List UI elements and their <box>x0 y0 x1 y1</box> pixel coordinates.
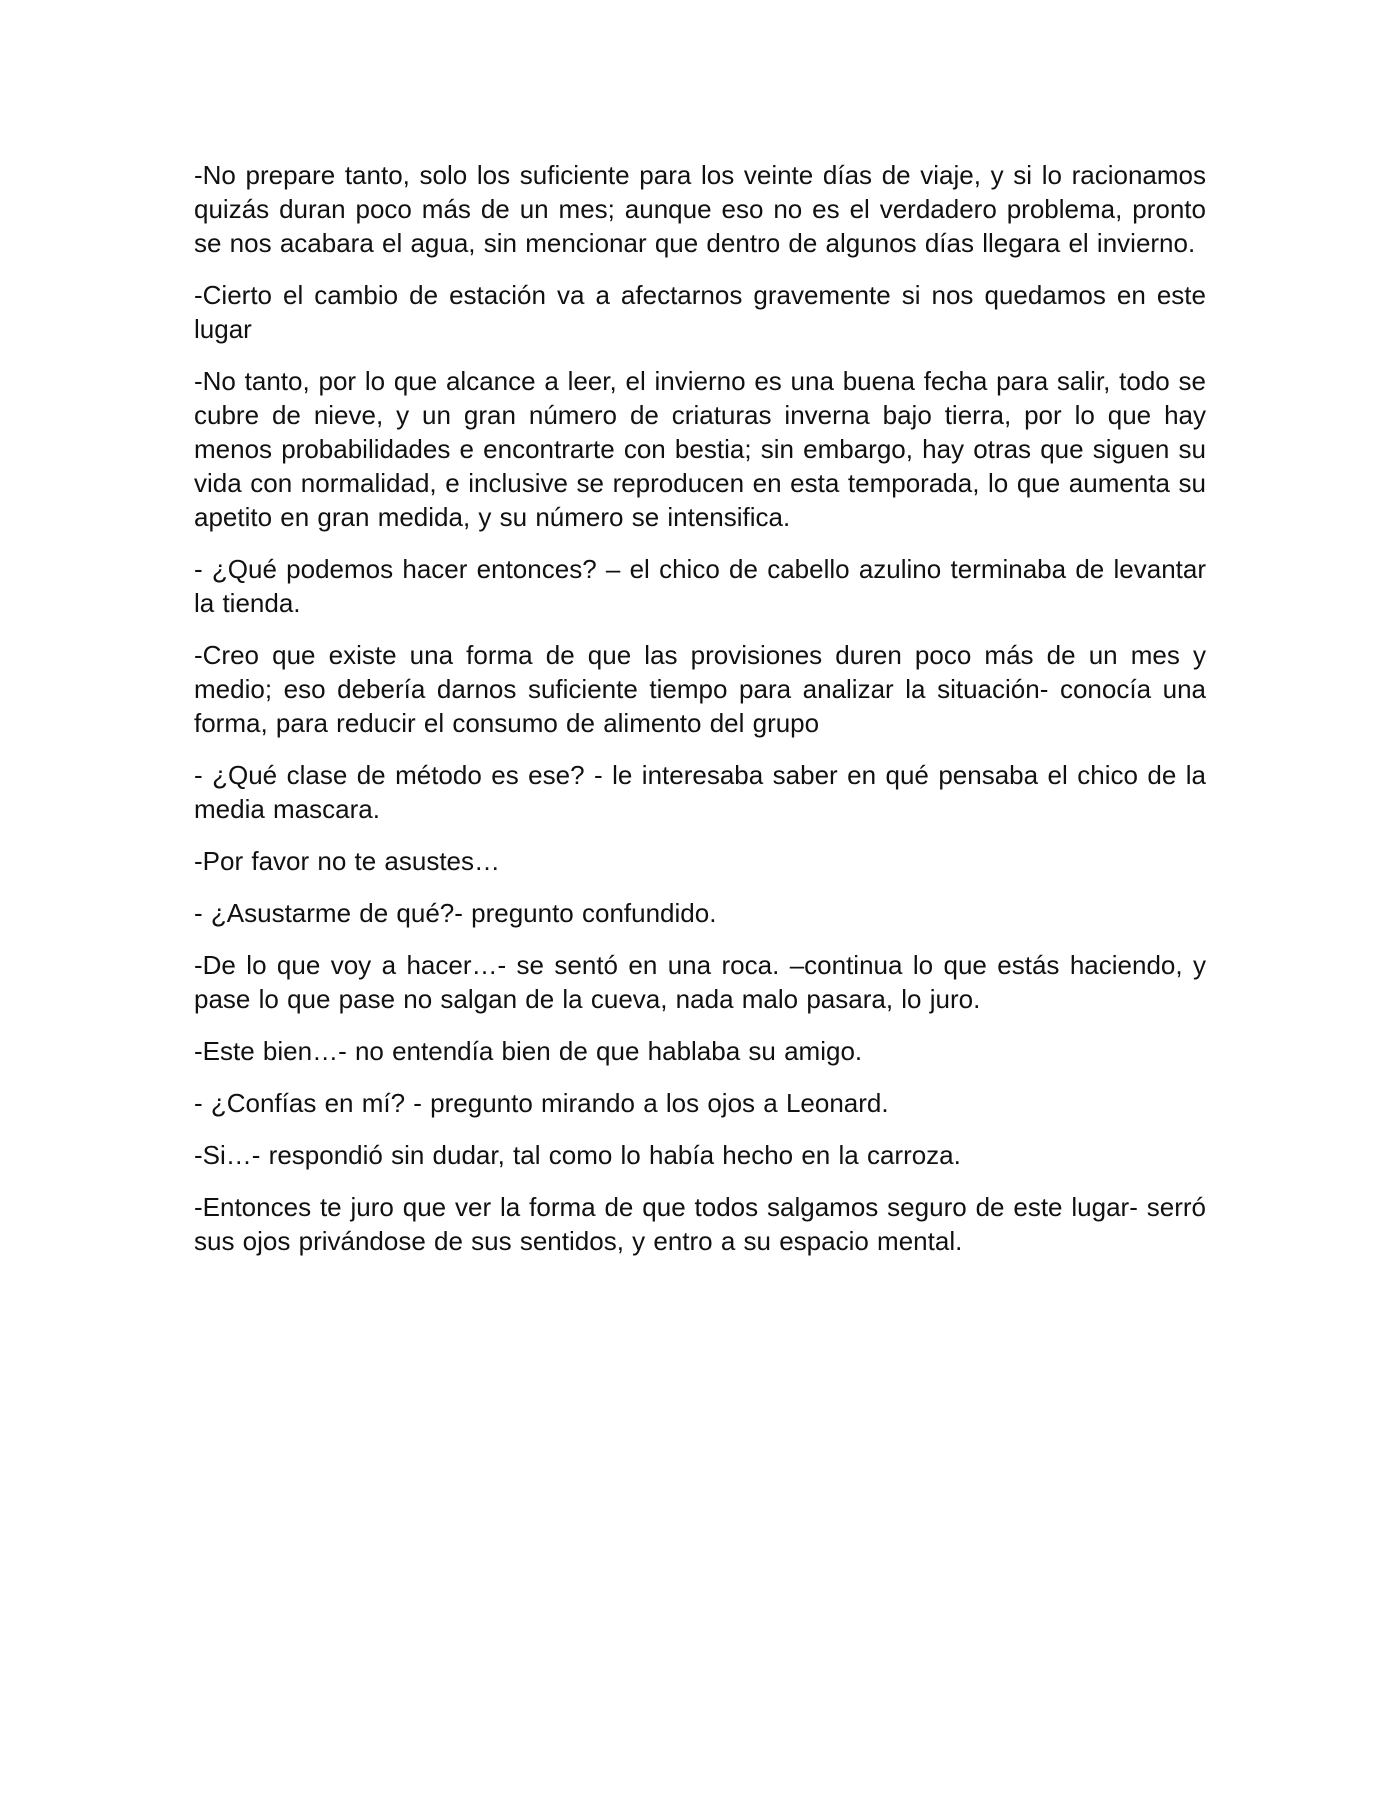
paragraph: - ¿Qué podemos hacer entonces? – el chico de cabello azulino terminaba de levantar la tienda. <box>194 554 1206 618</box>
paragraph: - ¿Asustarme de qué?- pregunto confundido. <box>194 898 717 928</box>
document-body <box>194 158 1206 1276</box>
paragraph: -Si…- respondió sin dudar, tal como lo había hecho en la carroza. <box>194 1140 961 1170</box>
paragraph: -Cierto el cambio de estación va a afectarnos gravemente si nos quedamos en este lugar <box>194 280 1206 344</box>
paragraph: - ¿Qué clase de método es ese? - le interesaba saber en qué pensaba el chico de la media mascara. <box>194 760 1206 824</box>
paragraph: -Por favor no te asustes… <box>194 846 501 876</box>
paragraph: -No prepare tanto, solo los suficiente para los veinte días de viaje, y si lo racionamos quizás duran poco más de un mes; aunque eso no es el verdadero problema, pronto se nos acabara el agua, sin mencionar que dentro de algunos días llegara el invierno. <box>194 160 1206 258</box>
paragraph: -Este bien…- no entendía bien de que hablaba su amigo. <box>194 1036 863 1066</box>
paragraph: -No tanto, por lo que alcance a leer, el invierno es una buena fecha para salir, todo se cubre de nieve, y un gran número de criaturas inverna bajo tierra, por lo que hay menos probabilidades e encontrarte con bestia; sin embargo, hay otras que siguen su vida con normalidad, e inclusive se reproducen en esta temporada, lo que aumenta su apetito en gran medida, y su número se intensifica. <box>194 366 1206 532</box>
paragraph: -Entonces te juro que ver la forma de que todos salgamos seguro de este lugar- serró sus ojos privándose de sus sentidos, y entro a su espacio mental. <box>194 1192 1206 1256</box>
paragraph: -Creo que existe una forma de que las provisiones duren poco más de un mes y medio; eso debería darnos suficiente tiempo para analizar la situación- conocía una forma, para reducir el consumo de alimento del grupo <box>194 640 1206 738</box>
paragraph: -De lo que voy a hacer…- se sentó en una roca. –continua lo que estás haciendo, y pase lo que pase no salgan de la cueva, nada malo pasara, lo juro. <box>194 950 1206 1014</box>
paragraph: - ¿Confías en mí? - pregunto mirando a los ojos a Leonard. <box>194 1088 889 1118</box>
